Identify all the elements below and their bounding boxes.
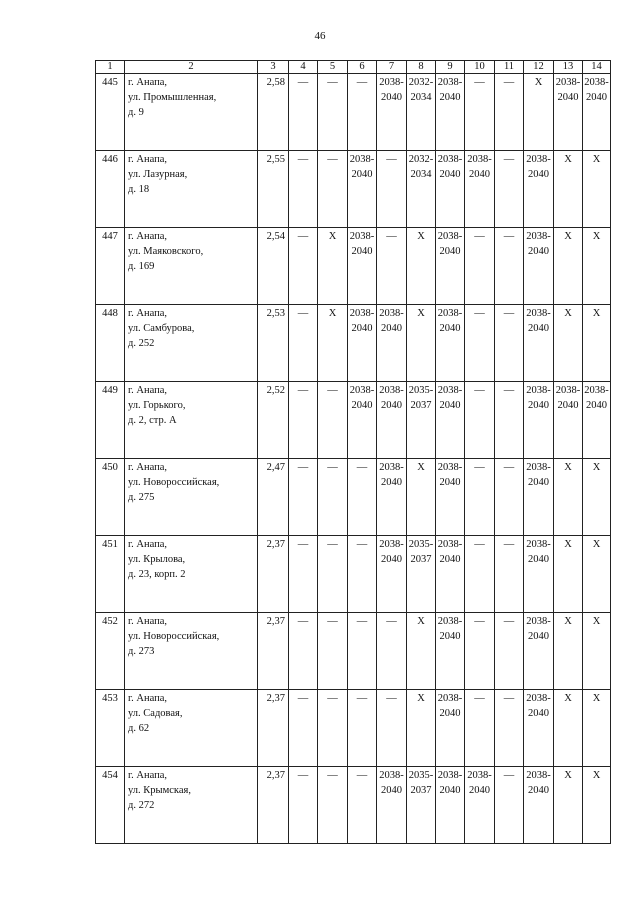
period-cell: Х: [407, 613, 436, 690]
period-cell: 2038- 2040: [554, 382, 583, 459]
header-row: [96, 61, 611, 74]
period-cell: —: [348, 459, 377, 536]
row-number: 453: [96, 690, 125, 767]
value-cell: 2,47: [258, 459, 289, 536]
value-cell: 2,52: [258, 382, 289, 459]
period-cell: 2038- 2040: [377, 74, 407, 151]
table-row: [96, 305, 611, 382]
period-cell: 2038- 2040: [465, 151, 495, 228]
address-line: г. Анапа,: [128, 462, 168, 473]
period-cell: 2038- 2040: [436, 690, 465, 767]
period-cell: —: [465, 459, 495, 536]
row-number: 451: [96, 536, 125, 613]
period-cell: Х: [554, 690, 583, 767]
column-header: 6: [348, 61, 377, 74]
period-cell: —: [348, 767, 377, 844]
period-cell: Х: [524, 74, 554, 151]
address-cell: [125, 690, 258, 767]
column-header: 11: [495, 61, 524, 74]
period-cell: —: [495, 228, 524, 305]
period-cell: —: [377, 613, 407, 690]
row-number: 454: [96, 767, 125, 844]
period-cell: —: [318, 382, 348, 459]
column-header: 9: [436, 61, 465, 74]
address-line: ул. Крымская,: [128, 785, 191, 796]
address-line: г. Анапа,: [128, 539, 168, 550]
period-cell: 2038- 2040: [524, 151, 554, 228]
period-cell: —: [289, 536, 318, 613]
address-line: ул. Новороссийская,: [128, 631, 220, 642]
period-cell: —: [318, 613, 348, 690]
period-cell: —: [318, 767, 348, 844]
period-cell: —: [289, 228, 318, 305]
period-cell: —: [318, 690, 348, 767]
address-line: д. 252: [128, 338, 155, 349]
period-cell: 2038- 2040: [377, 305, 407, 382]
period-cell: —: [495, 690, 524, 767]
column-header: 4: [289, 61, 318, 74]
column-header: 5: [318, 61, 348, 74]
address-line: д. 23, корп. 2: [128, 569, 186, 580]
period-cell: 2038- 2040: [436, 613, 465, 690]
address-line: д. 169: [128, 261, 155, 272]
address-line: ул. Самбурова,: [128, 323, 195, 334]
address-cell: [125, 459, 258, 536]
column-header: 8: [407, 61, 436, 74]
row-number: 452: [96, 613, 125, 690]
period-cell: —: [318, 459, 348, 536]
address-line: ул. Садовая,: [128, 708, 183, 719]
column-header: 14: [583, 61, 611, 74]
address-line: ул. Лазурная,: [128, 169, 188, 180]
period-cell: 2038- 2040: [377, 382, 407, 459]
schedule-table: [95, 60, 611, 844]
table-row: [96, 74, 611, 151]
period-cell: Х: [554, 459, 583, 536]
period-cell: —: [377, 690, 407, 767]
address-line: д. 62: [128, 723, 150, 734]
period-cell: —: [465, 382, 495, 459]
period-cell: —: [289, 459, 318, 536]
period-cell: —: [495, 536, 524, 613]
table-row: [96, 690, 611, 767]
value-cell: 2,58: [258, 74, 289, 151]
period-cell: —: [465, 74, 495, 151]
period-cell: —: [465, 305, 495, 382]
period-cell: —: [495, 382, 524, 459]
address-line: д. 273: [128, 646, 155, 657]
period-cell: —: [495, 74, 524, 151]
period-cell: 2038- 2040: [377, 536, 407, 613]
period-cell: —: [289, 305, 318, 382]
period-cell: Х: [583, 613, 611, 690]
row-number: 448: [96, 305, 125, 382]
table-row: [96, 536, 611, 613]
period-cell: —: [318, 74, 348, 151]
period-cell: —: [495, 151, 524, 228]
value-cell: 2,55: [258, 151, 289, 228]
address-line: ул. Маяковского,: [128, 246, 204, 257]
row-number: 446: [96, 151, 125, 228]
period-cell: Х: [554, 151, 583, 228]
period-cell: —: [289, 74, 318, 151]
period-cell: 2038- 2040: [524, 767, 554, 844]
period-cell: 2038- 2040: [436, 382, 465, 459]
row-number: 450: [96, 459, 125, 536]
period-cell: Х: [583, 536, 611, 613]
period-cell: Х: [554, 305, 583, 382]
row-number: 447: [96, 228, 125, 305]
period-cell: 2038- 2040: [377, 767, 407, 844]
period-cell: —: [495, 613, 524, 690]
period-cell: —: [348, 690, 377, 767]
address-line: г. Анапа,: [128, 385, 168, 396]
period-cell: Х: [407, 305, 436, 382]
value-cell: 2,54: [258, 228, 289, 305]
table-body: [96, 74, 611, 844]
column-header: 1: [96, 61, 125, 74]
period-cell: —: [495, 305, 524, 382]
table-row: [96, 767, 611, 844]
value-cell: 2,37: [258, 767, 289, 844]
address-cell: [125, 382, 258, 459]
address-line: д. 272: [128, 800, 155, 811]
period-cell: 2038- 2040: [348, 228, 377, 305]
table-row: [96, 613, 611, 690]
period-cell: 2038- 2040: [348, 305, 377, 382]
period-cell: Х: [583, 151, 611, 228]
address-cell: [125, 151, 258, 228]
period-cell: —: [465, 228, 495, 305]
period-cell: 2038- 2040: [583, 74, 611, 151]
value-cell: 2,37: [258, 613, 289, 690]
column-header: 12: [524, 61, 554, 74]
address-cell: [125, 536, 258, 613]
address-line: д. 275: [128, 492, 155, 503]
period-cell: —: [465, 613, 495, 690]
address-line: д. 2, стр. А: [128, 415, 177, 426]
address-line: г. Анапа,: [128, 616, 168, 627]
period-cell: —: [465, 536, 495, 613]
address-line: ул. Крылова,: [128, 554, 186, 565]
period-cell: 2038- 2040: [377, 459, 407, 536]
address-cell: [125, 305, 258, 382]
period-cell: 2038- 2040: [524, 305, 554, 382]
period-cell: —: [495, 459, 524, 536]
period-cell: —: [289, 690, 318, 767]
period-cell: 2038- 2040: [524, 382, 554, 459]
period-cell: 2038- 2040: [554, 74, 583, 151]
period-cell: Х: [318, 228, 348, 305]
period-cell: —: [348, 536, 377, 613]
value-cell: 2,53: [258, 305, 289, 382]
period-cell: Х: [554, 767, 583, 844]
column-header: 7: [377, 61, 407, 74]
period-cell: 2035- 2037: [407, 382, 436, 459]
address-line: г. Анапа,: [128, 154, 168, 165]
period-cell: —: [318, 536, 348, 613]
table-row: [96, 459, 611, 536]
address-line: д. 9: [128, 107, 144, 118]
row-number: 449: [96, 382, 125, 459]
address-line: г. Анапа,: [128, 77, 168, 88]
period-cell: Х: [318, 305, 348, 382]
period-cell: Х: [554, 536, 583, 613]
period-cell: Х: [583, 459, 611, 536]
address-line: г. Анапа,: [128, 693, 168, 704]
period-cell: 2038- 2040: [524, 536, 554, 613]
address-line: ул. Новороссийская,: [128, 477, 220, 488]
table-row: [96, 382, 611, 459]
period-cell: 2038- 2040: [524, 690, 554, 767]
period-cell: —: [495, 767, 524, 844]
column-header: 3: [258, 61, 289, 74]
period-cell: Х: [583, 228, 611, 305]
period-cell: 2032- 2034: [407, 151, 436, 228]
column-header: 2: [125, 61, 258, 74]
address-line: г. Анапа,: [128, 231, 168, 242]
period-cell: 2038- 2040: [583, 382, 611, 459]
period-cell: Х: [583, 690, 611, 767]
page-number: 46: [314, 30, 326, 42]
period-cell: 2038- 2040: [348, 382, 377, 459]
row-number: 445: [96, 74, 125, 151]
period-cell: Х: [554, 228, 583, 305]
address-line: д. 18: [128, 184, 150, 195]
period-cell: —: [289, 767, 318, 844]
address-line: ул. Промышленная,: [128, 92, 217, 103]
value-cell: 2,37: [258, 536, 289, 613]
column-header: 10: [465, 61, 495, 74]
period-cell: 2035- 2037: [407, 536, 436, 613]
address-line: г. Анапа,: [128, 308, 168, 319]
value-cell: 2,37: [258, 690, 289, 767]
period-cell: 2038- 2040: [436, 305, 465, 382]
period-cell: —: [289, 382, 318, 459]
period-cell: 2038- 2040: [436, 767, 465, 844]
period-cell: 2038- 2040: [524, 613, 554, 690]
address-line: ул. Горького,: [128, 400, 186, 411]
period-cell: —: [377, 228, 407, 305]
period-cell: 2038- 2040: [524, 228, 554, 305]
period-cell: —: [465, 690, 495, 767]
period-cell: —: [348, 74, 377, 151]
period-cell: 2032- 2034: [407, 74, 436, 151]
period-cell: 2035- 2037: [407, 767, 436, 844]
period-cell: 2038- 2040: [436, 228, 465, 305]
table-row: [96, 228, 611, 305]
address-cell: [125, 613, 258, 690]
period-cell: 2038- 2040: [348, 151, 377, 228]
period-cell: Х: [554, 613, 583, 690]
period-cell: —: [289, 151, 318, 228]
period-cell: 2038- 2040: [436, 536, 465, 613]
address-cell: [125, 228, 258, 305]
period-cell: 2038- 2040: [524, 459, 554, 536]
period-cell: Х: [583, 767, 611, 844]
period-cell: —: [289, 613, 318, 690]
period-cell: Х: [407, 690, 436, 767]
period-cell: Х: [407, 459, 436, 536]
period-cell: 2038- 2040: [436, 459, 465, 536]
column-header: 13: [554, 61, 583, 74]
address-cell: [125, 74, 258, 151]
period-cell: Х: [407, 228, 436, 305]
period-cell: 2038- 2040: [436, 74, 465, 151]
period-cell: —: [348, 613, 377, 690]
period-cell: 2038- 2040: [436, 151, 465, 228]
address-cell: [125, 767, 258, 844]
period-cell: 2038- 2040: [465, 767, 495, 844]
address-line: г. Анапа,: [128, 770, 168, 781]
period-cell: —: [377, 151, 407, 228]
period-cell: Х: [583, 305, 611, 382]
period-cell: —: [318, 151, 348, 228]
table-row: [96, 151, 611, 228]
